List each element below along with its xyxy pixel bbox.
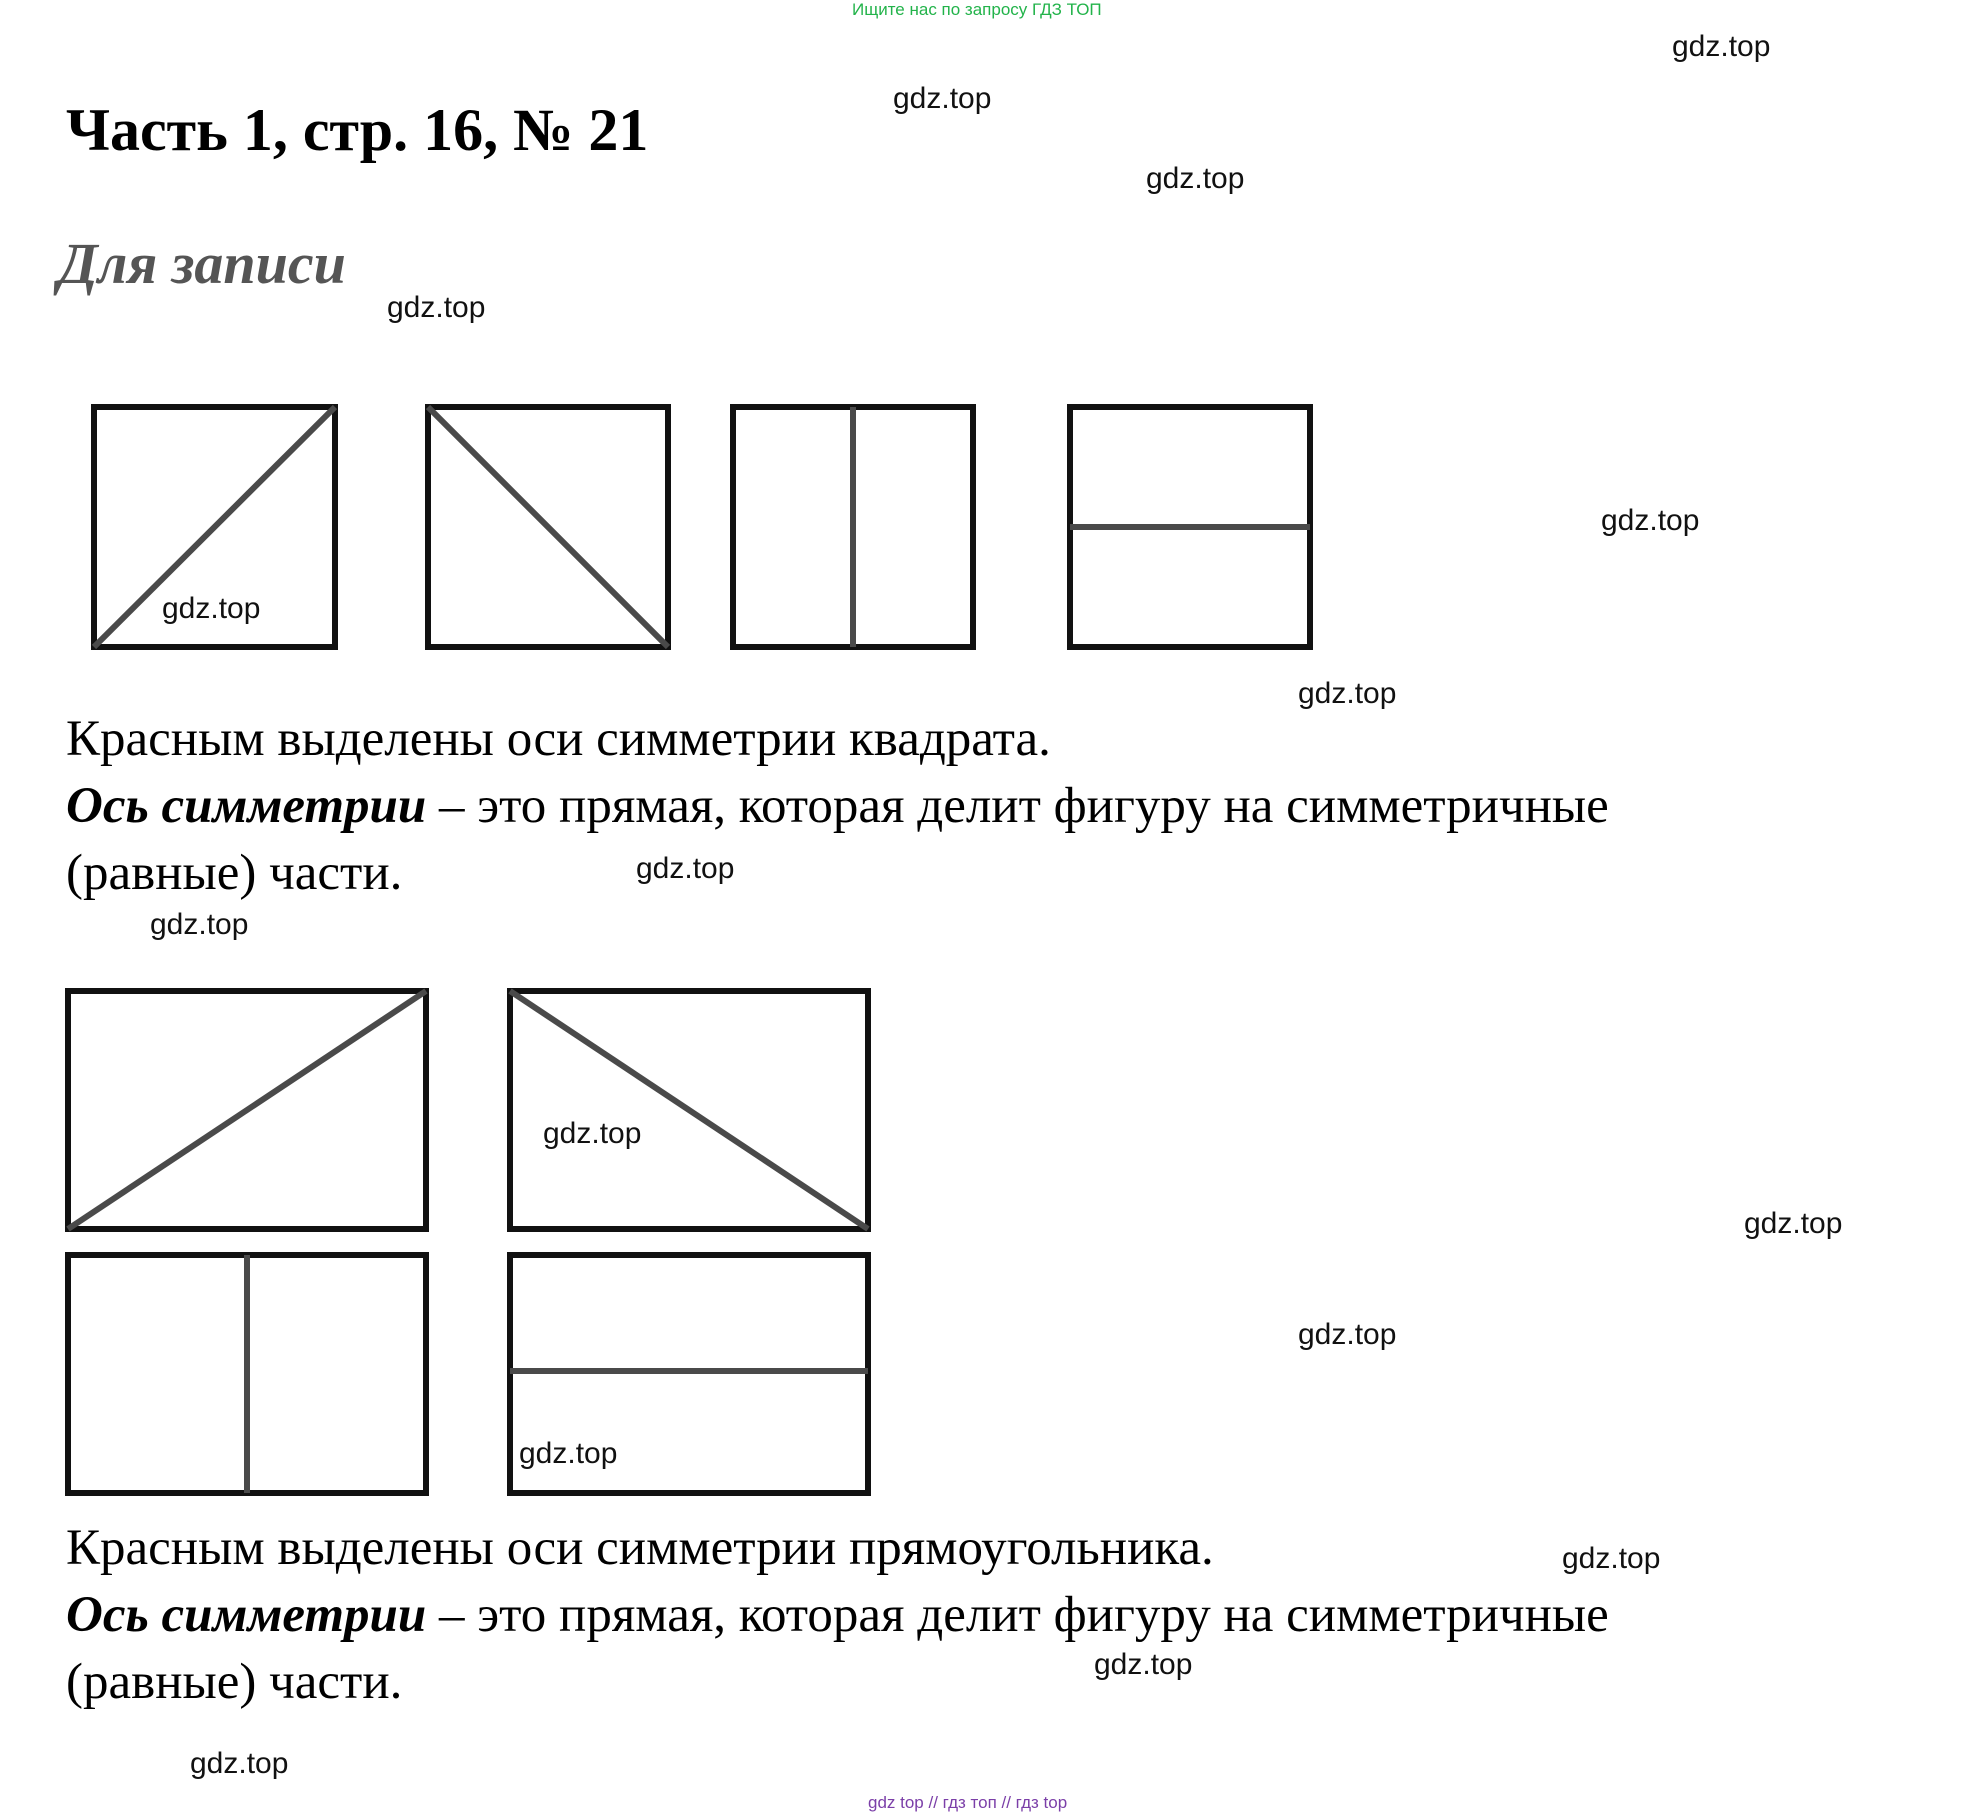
watermark: gdz.top: [1562, 1542, 1661, 1575]
square-definition: [66, 773, 1609, 840]
definition-text: – это прямая, которая делит фигуру на симметричные: [426, 1587, 1609, 1643]
watermark: gdz.top: [519, 1437, 618, 1470]
search-hint: Ищите нас по запросу ГДЗ ТОП: [852, 0, 1102, 19]
watermark: gdz.top: [162, 592, 261, 625]
watermark: gdz.top: [1094, 1648, 1193, 1681]
watermark: gdz.top: [1672, 30, 1771, 63]
rectangle-diagonal-down: [510, 991, 868, 1229]
definition-term: Ось симметрии: [66, 778, 427, 834]
watermark: gdz.top: [150, 908, 249, 941]
watermark: gdz.top: [1298, 677, 1397, 710]
watermark: gdz.top: [1601, 504, 1700, 537]
watermark: gdz.top: [636, 852, 735, 885]
rectangle-definition: [66, 1582, 1609, 1649]
watermark: gdz.top: [893, 82, 992, 115]
section-subheading: Для записи: [58, 231, 346, 296]
square-horizontal-axis: [1070, 407, 1310, 647]
watermark: gdz.top: [190, 1747, 289, 1780]
watermark: gdz.top: [543, 1117, 642, 1150]
rectangle-vertical-axis: [68, 1255, 426, 1493]
rectangle-diagonal-up: [68, 991, 426, 1229]
square-caption: Красным выделены оси симметрии квадрата.: [66, 711, 1051, 767]
watermark: gdz.top: [1298, 1318, 1397, 1351]
square-definition-line2: (равные) части.: [66, 845, 403, 901]
page-title: Часть 1, стр. 16, № 21: [66, 97, 649, 163]
footer-links: gdz top // гдз топ // гдз top: [868, 1793, 1068, 1812]
rectangle-definition-line2: (равные) части.: [66, 1654, 403, 1710]
square-vertical-axis: [733, 407, 973, 647]
rectangle-caption: Красным выделены оси симметрии прямоугольника.: [66, 1520, 1214, 1576]
watermark: gdz.top: [387, 291, 486, 324]
definition-term: Ось симметрии: [66, 1587, 427, 1643]
square-diagonal-down: [428, 407, 668, 647]
definition-text: – это прямая, которая делит фигуру на симметричные: [426, 778, 1609, 834]
watermark: gdz.top: [1146, 162, 1245, 195]
watermark: gdz.top: [1744, 1207, 1843, 1240]
